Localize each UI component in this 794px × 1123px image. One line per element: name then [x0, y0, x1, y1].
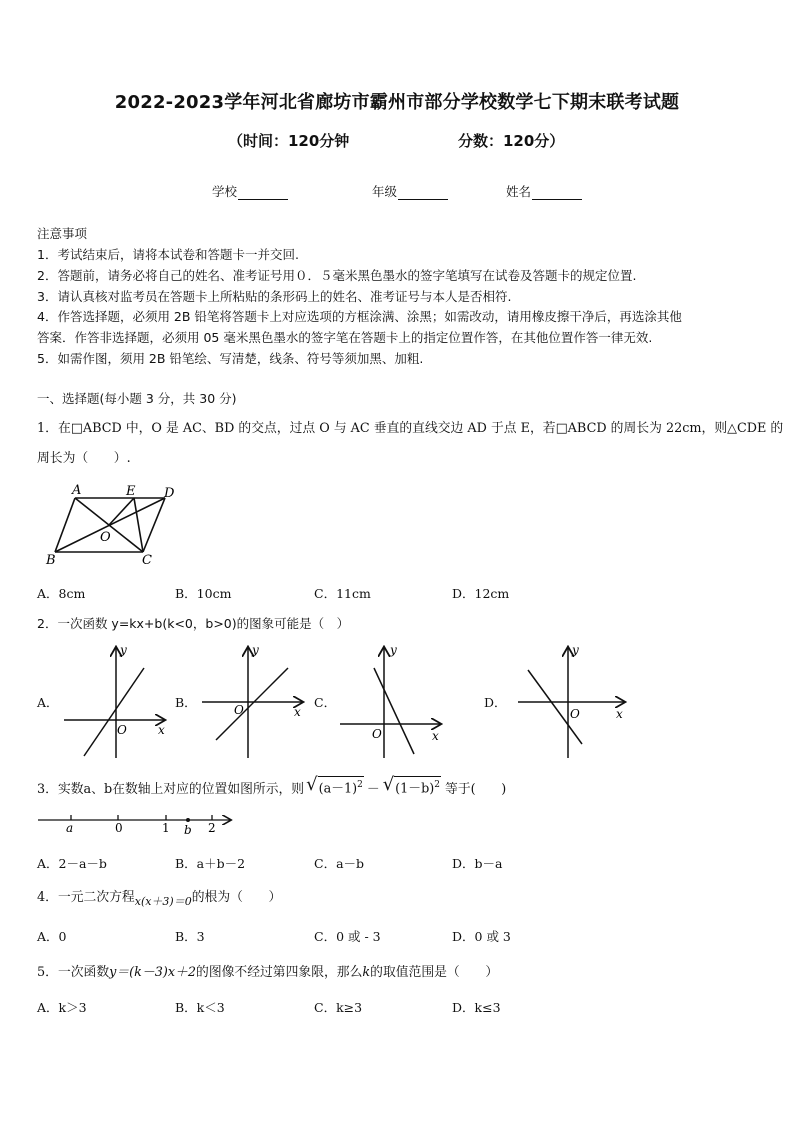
vertex-label-e: E: [126, 484, 136, 499]
q2-option-b-label: B．: [175, 695, 197, 710]
exam-title: 2022-2023学年河北省廊坊市霸州市部分学校数学七下期末联考试题: [114, 92, 680, 113]
tick-label-2: 2: [208, 821, 216, 835]
point-label-o: O: [100, 530, 111, 545]
q3-option-c: C．a－b: [314, 856, 365, 871]
q5-option-b: B．k＜3: [175, 1000, 225, 1015]
grade-label: 年级: [372, 184, 398, 199]
q4-option-c: C．0 或 - 3: [314, 929, 381, 944]
tick-label-0: 0: [115, 821, 123, 835]
q3-option-d: D．b－a: [452, 856, 503, 871]
name-label: 姓名: [506, 184, 532, 199]
school-label: 学校: [212, 184, 238, 199]
x-axis-label: x: [158, 723, 165, 737]
graph-option-c: [334, 640, 449, 760]
point-label-a: a: [66, 821, 74, 835]
graph-option-b: [196, 640, 311, 760]
tick-label-1: 1: [162, 821, 170, 835]
minus-sign: －: [366, 781, 380, 797]
q3-prefix: 3．实数a、b在数轴上对应的位置如图所示，则: [37, 781, 305, 797]
note-item: 3．请认真核对监考员在答题卡上所粘贴的条形码上的姓名、准考证号与本人是否相符.: [37, 289, 512, 304]
note-item: 4．作答选择题，必须用 2B 铅笔将答题卡上对应选项的方框涂满、涂黑；如需改动，请用橡皮擦干净后，再选涂其他: [37, 309, 682, 324]
name-blank: [532, 186, 582, 200]
x-axis-label: x: [294, 705, 301, 719]
q4-equation: x(x＋3)＝0: [134, 895, 192, 908]
q5-option-d: D．k≤3: [452, 1000, 501, 1015]
note-item: 2．答题前，请务必将自己的姓名、准考证号用０．５毫米黑色墨水的签字笔填写在试卷及答题卡的规定位置.: [37, 268, 637, 283]
vertex-label-b: B: [46, 553, 56, 568]
q1-option-c: C．11cm: [314, 586, 371, 601]
vertex-label-d: D: [164, 486, 175, 501]
q5-suffix: 的取值范围是（ ）: [370, 965, 499, 980]
q1-option-b: B．10cm: [175, 586, 232, 601]
q5-mid: 的图像不经过第四象限，那么: [196, 965, 363, 980]
point-label-b: b: [184, 823, 192, 836]
q4-option-b: B．3: [175, 929, 205, 944]
name-field: [506, 182, 582, 200]
q4-option-a: A．0: [37, 929, 67, 944]
q5-prefix: 5．一次函数: [37, 965, 110, 980]
vertex-label-c: C: [142, 553, 152, 568]
q1-option-a: A．8cm: [37, 586, 86, 601]
q1-option-d: D．12cm: [452, 586, 510, 601]
radicand-2: (1－b): [395, 781, 435, 797]
exponent-2: 2: [434, 780, 441, 791]
origin-label: O: [234, 703, 244, 717]
question-3-text: [37, 776, 506, 798]
origin-label: O: [117, 723, 127, 737]
exponent-1: 2: [357, 780, 363, 791]
radical-1: √ $(a-1)^2$: [306, 774, 363, 797]
origin-label: O: [372, 727, 382, 741]
note-item: 答案．作答非选择题，必须用 05 毫米黑色墨水的签字笔在答题卡上的指定位置作答，在其他位置作答一律无效.: [37, 330, 653, 345]
q3-option-b: B．a＋b－2: [175, 856, 246, 871]
y-axis-label: y: [252, 643, 259, 657]
question-1-text-cont: 周长为（ ）.: [37, 451, 131, 466]
time-info: （时间：120分钟: [228, 132, 350, 150]
y-axis-label: y: [120, 643, 127, 657]
question-1-text: 1．在□ABCD 中，O 是 AC、BD 的交点，过点 O 与 AC 垂直的直线交边 AD 于点 E，若□ABCD 的周长为 22cm，则△CDE 的: [37, 421, 784, 436]
question-4-text: [37, 886, 282, 908]
q4-option-d: D．0 或 3: [452, 929, 511, 944]
origin-label: O: [570, 707, 580, 721]
section-heading: 一、选择题(每小题 3 分，共 30 分): [37, 391, 237, 406]
x-axis-label: x: [432, 729, 439, 743]
q3-option-a: A．2－a－b: [37, 856, 107, 871]
y-axis-label: y: [572, 643, 579, 657]
q5-equation: y＝(k－3)x＋2: [109, 965, 197, 980]
q4-suffix: 的根为（ ）: [191, 890, 282, 905]
q5-option-a: A．k＞3: [37, 1000, 87, 1015]
q4-prefix: 4．一元二次方程: [37, 890, 135, 905]
number-line-figure: [36, 806, 236, 836]
school-field: [212, 182, 288, 200]
grade-field: [372, 182, 448, 200]
question-2-text: 2．一次函数 y=kx+b(k<0，b>0)的图象可能是（ ）: [37, 616, 350, 631]
q5-variable: k: [362, 965, 371, 980]
notes-heading: 注意事项: [37, 226, 88, 241]
q2-option-d-label: D．: [484, 695, 507, 710]
note-item: 5．如需作图，须用 2B 铅笔绘、写清楚，线条、符号等须加黑、加粗.: [37, 351, 424, 366]
radical-2: √ $(1-b)^2$: [382, 774, 441, 797]
q2-option-a-label: A．: [37, 695, 59, 710]
x-axis-label: x: [616, 707, 623, 721]
graph-option-d: [512, 640, 632, 760]
q3-suffix: 等于( ): [445, 781, 507, 797]
vertex-label-a: A: [72, 483, 82, 498]
parallelogram-figure: [40, 478, 190, 568]
y-axis-label: y: [390, 643, 397, 657]
q5-option-c: C．k≥3: [314, 1000, 363, 1015]
school-blank: [238, 186, 288, 200]
q2-option-c-label: C．: [314, 695, 337, 710]
note-item: 1．考试结束后，请将本试卷和答题卡一并交回.: [37, 247, 299, 262]
score-info: 分数：120分）: [458, 132, 565, 150]
radicand-1: (a－1): [318, 781, 358, 797]
graph-option-a: [58, 640, 173, 760]
question-5-text: [37, 961, 498, 980]
grade-blank: [398, 186, 448, 200]
